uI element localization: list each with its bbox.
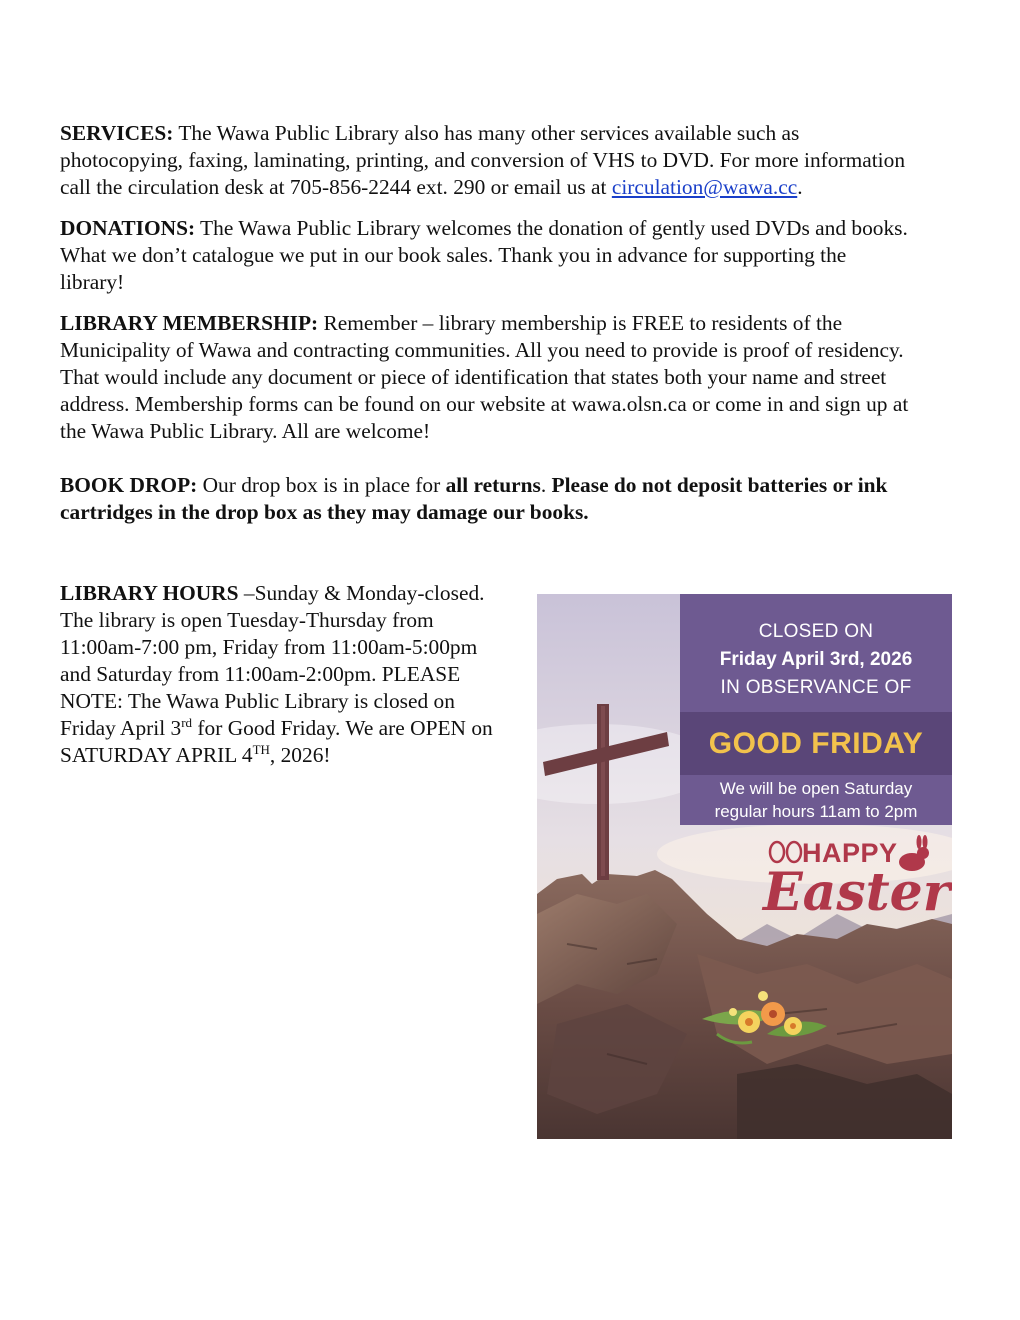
book-drop-text: Our drop box is in place for <box>197 473 446 497</box>
donations-paragraph <box>60 215 910 296</box>
book-drop-bold-returns: all returns <box>445 473 541 497</box>
membership-paragraph <box>60 310 910 445</box>
hours-text3: , 2026! <box>269 743 331 767</box>
hours-paragraph <box>60 580 510 769</box>
holiday-title: GOOD FRIDAY <box>708 726 924 760</box>
closed-on-text: CLOSED ON <box>758 621 874 642</box>
services-paragraph <box>60 120 910 201</box>
membership-label: LIBRARY MEMBERSHIP: <box>60 311 319 335</box>
services-label: SERVICES: <box>60 121 174 145</box>
closure-notice-panel <box>680 594 952 825</box>
good-friday-poster <box>537 594 952 1139</box>
easter-text: Easter <box>763 862 951 923</box>
book-drop-paragraph <box>60 472 910 526</box>
hours-label: LIBRARY HOURS <box>60 581 239 605</box>
happy-text: HAPPY <box>802 838 898 868</box>
regular-hours-text: regular hours 11am to 2pm <box>714 802 918 821</box>
document-body <box>60 120 910 526</box>
book-drop-label: BOOK DROP: <box>60 473 198 497</box>
hours-sup-rd: rd <box>181 715 193 730</box>
book-drop-warning: Please do not deposit batteries or ink cartridges in the drop box as they may damage our books. <box>60 473 888 524</box>
services-text: The Wawa Public Library also has many other services available such as photocopying, faxing, laminating, printing, and conversion of VHS to DVD. For more information call the circulation desk at 705-856-2244 ext. 290 or email us at <box>60 121 906 199</box>
book-drop-text2: . <box>540 473 552 497</box>
hours-text2: for Good Friday. We are OPEN on SATURDAY APRIL 4 <box>60 716 493 767</box>
hours-text: –Sunday & Monday-closed. The library is open Tuesday-Thursday from 11:00am-7:00 pm, Friday from 11:00am-5:00pm and Saturday from 11:00am-2:00pm. PLEASE NOTE: The Wawa Public Library is closed on Friday April 3 <box>60 581 485 740</box>
membership-text: Remember – library membership is FREE to residents of the Municipality of Wawa and contracting communities. All you need to provide is proof of residency. That would include any document or piece of identification that states both your name and street address. Membership forms can be found on our website at wawa.olsn.ca or come in and sign up at the Wawa Public Library. All are welcome! <box>60 311 909 443</box>
email-link[interactable]: circulation@wawa.cc <box>611 175 798 199</box>
hours-sup-th: TH <box>252 742 270 757</box>
services-end: . <box>797 175 803 199</box>
closure-date-text: Friday April 3rd, 2026 <box>719 649 913 670</box>
observance-text: IN OBSERVANCE OF <box>720 677 912 698</box>
open-saturday-text: We will be open Saturday <box>719 779 913 798</box>
donations-text: The Wawa Public Library welcomes the donation of gently used DVDs and books. What we don’t catalogue we put in our book sales. Thank you in advance for supporting the library! <box>60 216 908 294</box>
donations-label: DONATIONS: <box>60 216 196 240</box>
